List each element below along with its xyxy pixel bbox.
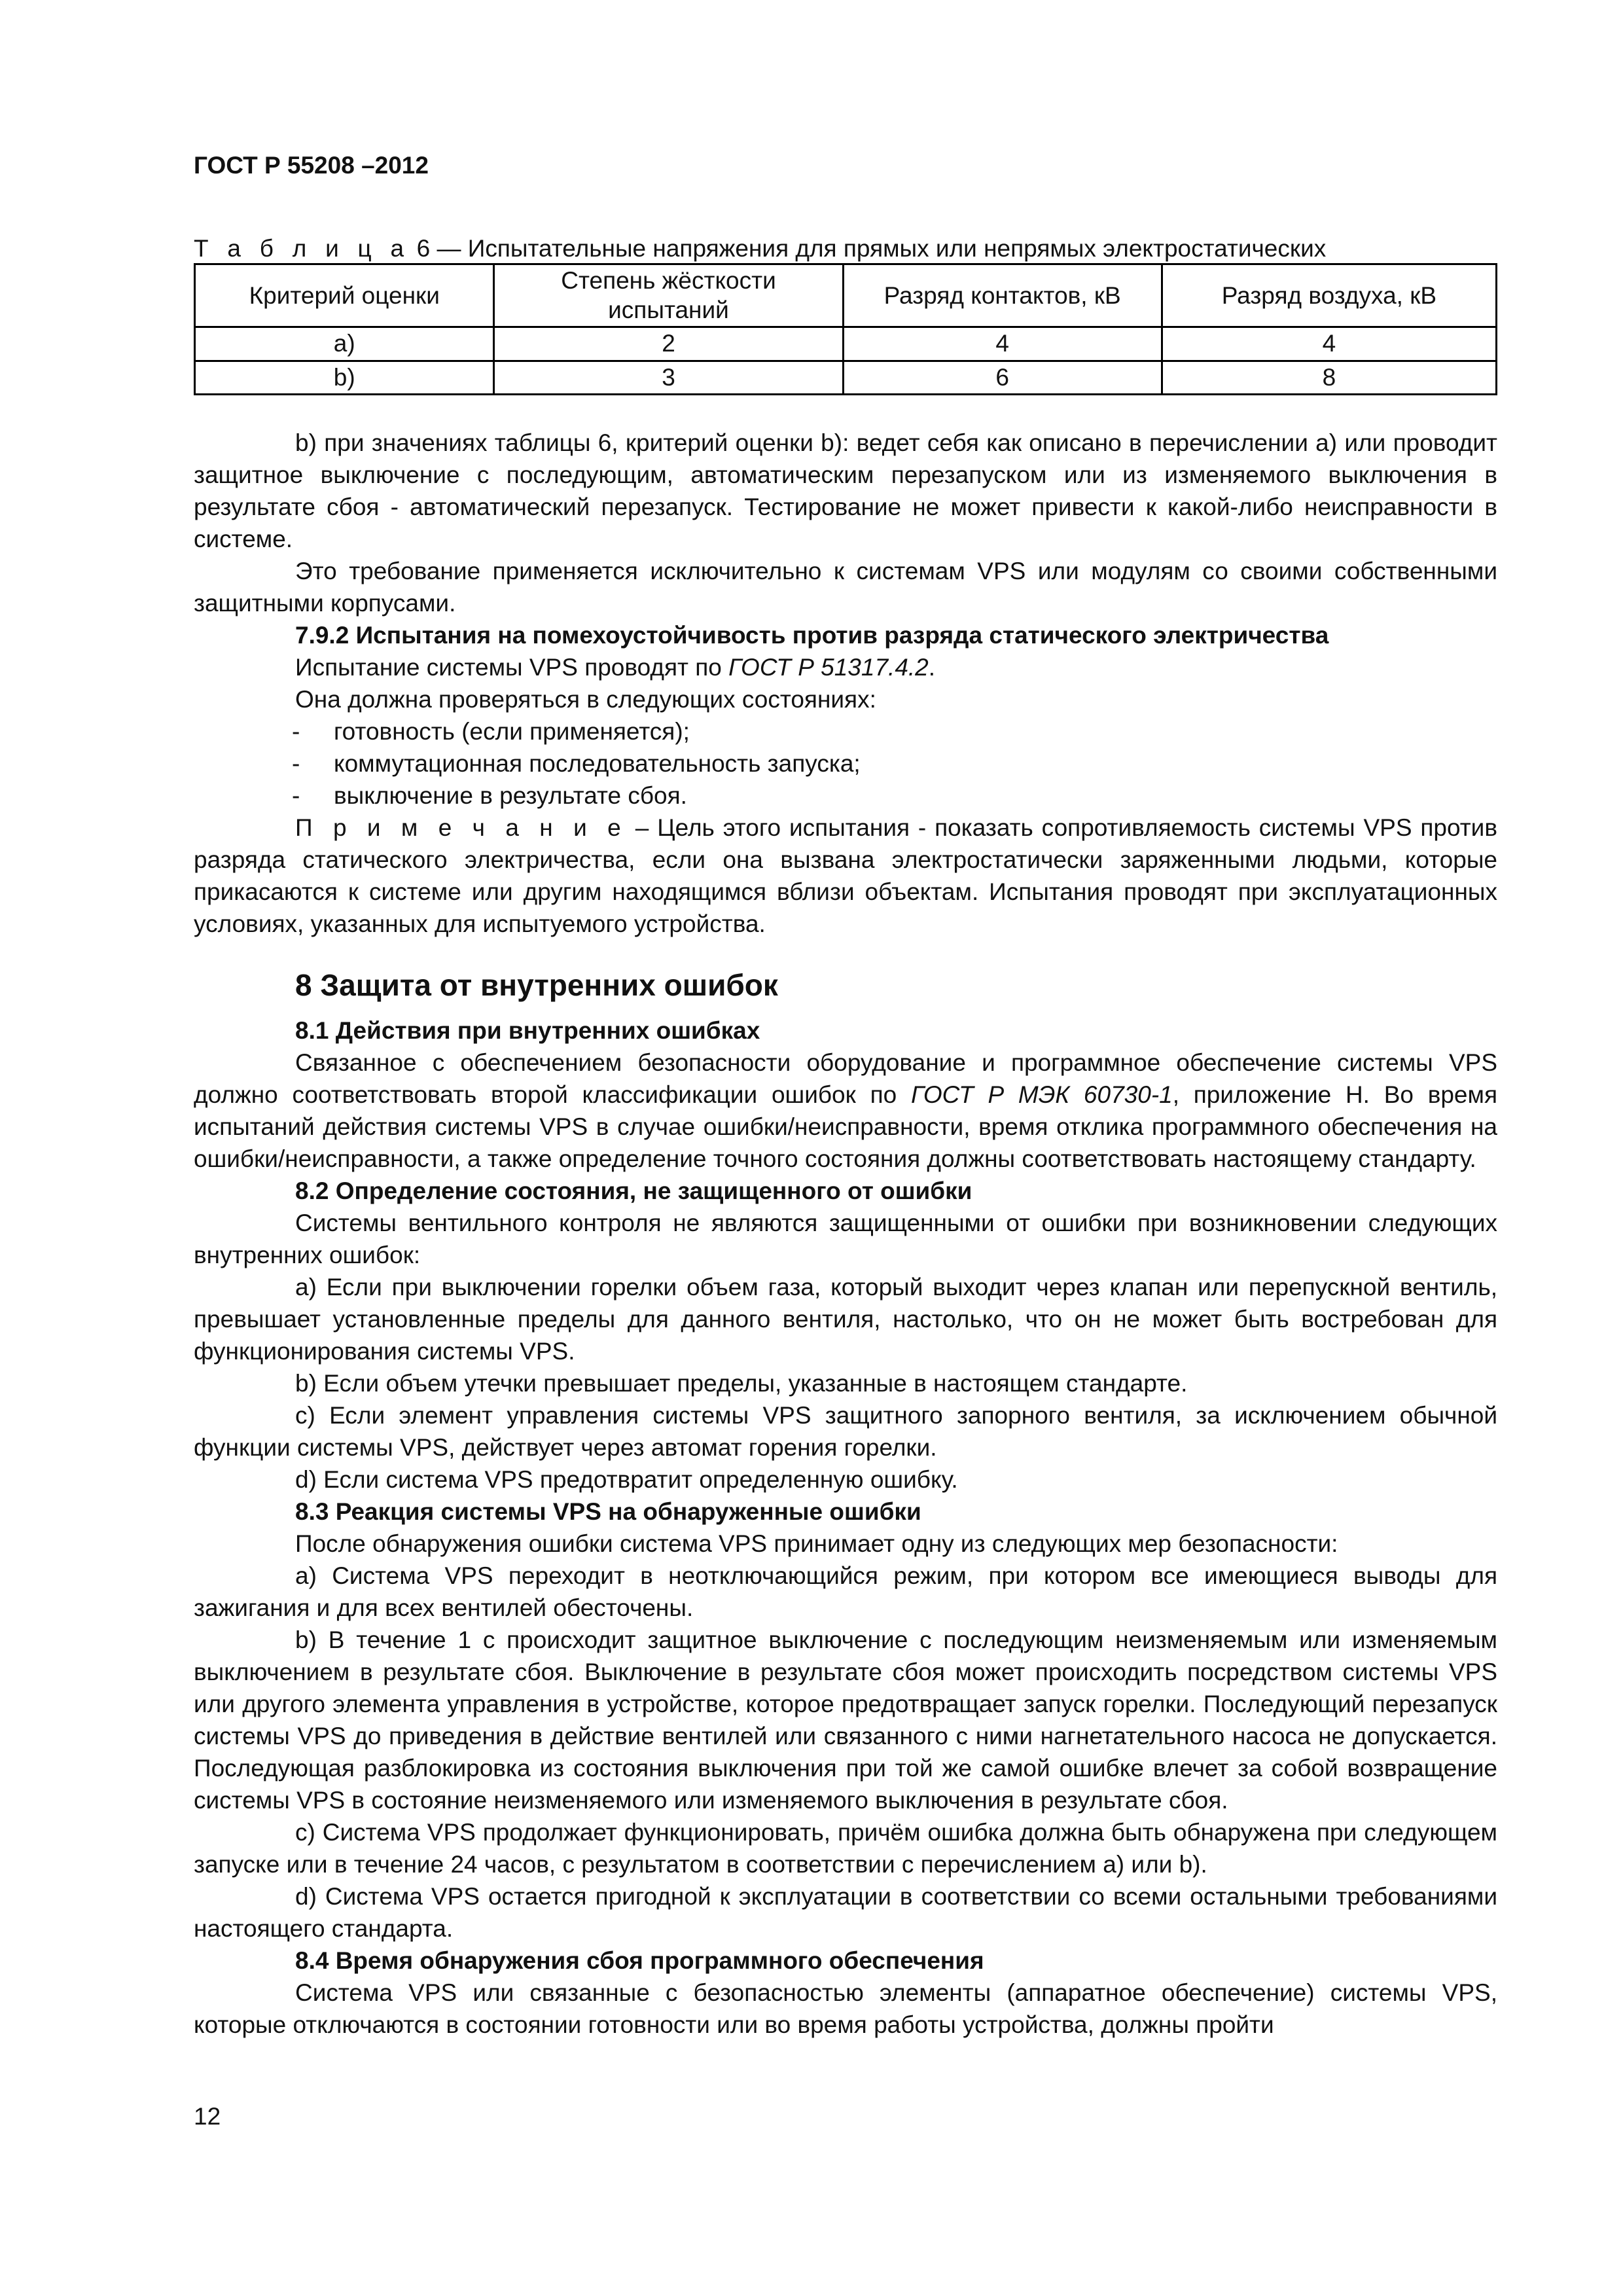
section-heading-8-4: 8.4 Время обнаружения сбоя программного обеспечения [295,1946,984,1974]
table-header-cell: Степень жёсткости испытаний [494,264,843,327]
paragraph: Системы вентильного контроля не являются защищенными от ошибки при возникновении следующих внутренних ошибок: [194,1209,1497,1268]
table-cell: a) [195,327,494,361]
paragraph [194,651,1497,683]
list-item: d) Если система VPS предотвратит определенную ошибку. [295,1465,958,1493]
list-item: a) Система VPS переходит в неотключающийся режим, при котором все имеющиеся выводы для зажигания и для всех вентилей обесточены. [194,1562,1497,1621]
list-item: d) Система VPS остается пригодной к эксплуатации в соответствии со всеми остальными требованиями настоящего стандарта. [194,1882,1497,1942]
list-item-text: готовность (если применяется); [334,717,690,745]
list-item: a) Если при выключении горелки объем газа, который выходит через клапан или перепускной вентиль, превышает установленные пределы для данного вентиля, настолько, что он не может быть востребован для функционирования системы VPS. [194,1273,1497,1365]
list-dash: - [292,749,300,777]
table-caption-label: Т а б л и ц а [194,235,410,262]
table-header-row [195,264,1497,327]
note-label: П р и м е ч а н и е [295,814,627,841]
section-heading-8-3: 8.3 Реакция системы VPS на обнаруженные ошибки [295,1498,921,1525]
list-item: c) Если элемент управления системы VPS защитного запорного вентиля, за исключением обычной функции системы VPS, действует через автомат горения горелки. [194,1401,1497,1461]
table-cell: 4 [843,327,1162,361]
list-item [194,747,1497,780]
table-row [195,361,1497,394]
list-item [194,780,1497,812]
list-item-text: коммутационная последовательность запуска; [334,749,861,777]
section-heading-7-9-2: 7.9.2 Испытания на помехоустойчивость против разряда статического электричества [295,621,1329,649]
table-header-cell: Критерий оценки [195,264,494,327]
table-cell: 8 [1162,361,1496,394]
page-content [194,152,1497,2041]
standard-reference: ГОСТ Р МЭК 60730-1 [910,1081,1173,1108]
list-item: c) Система VPS продолжает функционировать, причём ошибка должна быть обнаружена при следующем запуске или в течение 24 часов, с результатом в соответствии с перечислением a) или b). [194,1818,1497,1878]
list-dash: - [292,781,300,809]
list-item: b) Если объем утечки превышает пределы, указанные в настоящем стандарте. [295,1369,1188,1397]
note-text: – Цель этого испытания - показать сопротивляемость системы VPS против разряда статического электричества, если она вызвана электростатически заряженными людьми, которые прикасаются к системе или другим находящимся вблизи объектам. Испытания проводят при эксплуатационных условиях, указанных для испытуемого устройства. [194,814,1498,937]
table-cell: 6 [843,361,1162,394]
note [194,812,1497,940]
paragraph-text: Связанное с обеспечением безопасности оборудование и программное обеспечение системы VPS должно соответствовать второй классификации ошибок по [194,1049,1497,1108]
list-dash: - [292,717,300,745]
section-heading-8-1: 8.1 Действия при внутренних ошибках [295,1016,760,1044]
paragraph-text: . [928,653,936,681]
section-heading-8: 8 Защита от внутренних ошибок [295,967,778,1002]
table-cell: 4 [1162,327,1496,361]
body-text [194,427,1497,2041]
paragraph: После обнаружения ошибки система VPS принимает одну из следующих мер безопасности: [295,1530,1338,1557]
paragraph: Система VPS или связанные с безопасностью элементы (аппаратное обеспечение) системы VPS, которые отключаются в состоянии готовности или во время работы устройства, должны пройти [194,1979,1497,2038]
list-item: b) В течение 1 с происходит защитное выключение с последующим неизменяемым или изменяемым выключением в результате сбоя. Выключение в результате сбоя может происходить посредством системы VPS или другого элемента управления в устройстве, которое предотвращает запуск горелки. Последующий перезапуск системы VPS до приведения в действие вентилей или связанного с ними нагнетательного насоса не допускается. Последующая разблокировка из состояния выключения при той же самой ошибке влечет за собой возвращение системы VPS в состояние неизменяемого или изменяемого выключения в результате сбоя. [194,1626,1497,1814]
table-row [195,327,1497,361]
paragraph: Это требование применяется исключительно к системам VPS или модулям со своими собственными защитными корпусами. [194,557,1497,617]
list-item-text: выключение в результате сбоя. [334,781,687,809]
list-item [194,715,1497,747]
test-voltage-table [194,263,1497,395]
table-cell: 3 [494,361,843,394]
table-cell: b) [195,361,494,394]
table-header-cell: Разряд воздуха, кВ [1162,264,1496,327]
table-cell: 2 [494,327,843,361]
paragraph: b) при значениях таблицы 6, критерий оценки b): ведет себя как описано в перечислении a) или проводит защитное выключение с последующим, автоматическим перезапуском или из изменяемого выключения в результате сбоя - автоматический перезапуск. Тестирование не может привести к какой-либо неисправности в системе. [194,429,1497,552]
paragraph: Она должна проверяться в следующих состояниях: [295,685,876,713]
page-number: 12 [194,2103,221,2130]
table-caption-text: 6 — Испытательные напряжения для прямых или непрямых электростатических [410,235,1327,262]
table-header-cell: Разряд контактов, кВ [843,264,1162,327]
paragraph-text: , приложение Н. Во время испытаний действия системы VPS в случае ошибки/неисправности, время отклика программного обеспечения на ошибки/неисправности, а также определение точного состояния должны соответствовать настоящему стандарту. [194,1081,1497,1172]
paragraph [194,1047,1497,1175]
standard-reference: ГОСТ Р 51317.4.2 [728,653,929,681]
section-heading-8-2: 8.2 Определение состояния, не защищенного от ошибки [295,1177,972,1204]
table-caption [194,234,1497,263]
document-header: ГОСТ Р 55208 –2012 [194,152,429,179]
paragraph-text: Испытание системы VPS проводят по [295,653,729,681]
